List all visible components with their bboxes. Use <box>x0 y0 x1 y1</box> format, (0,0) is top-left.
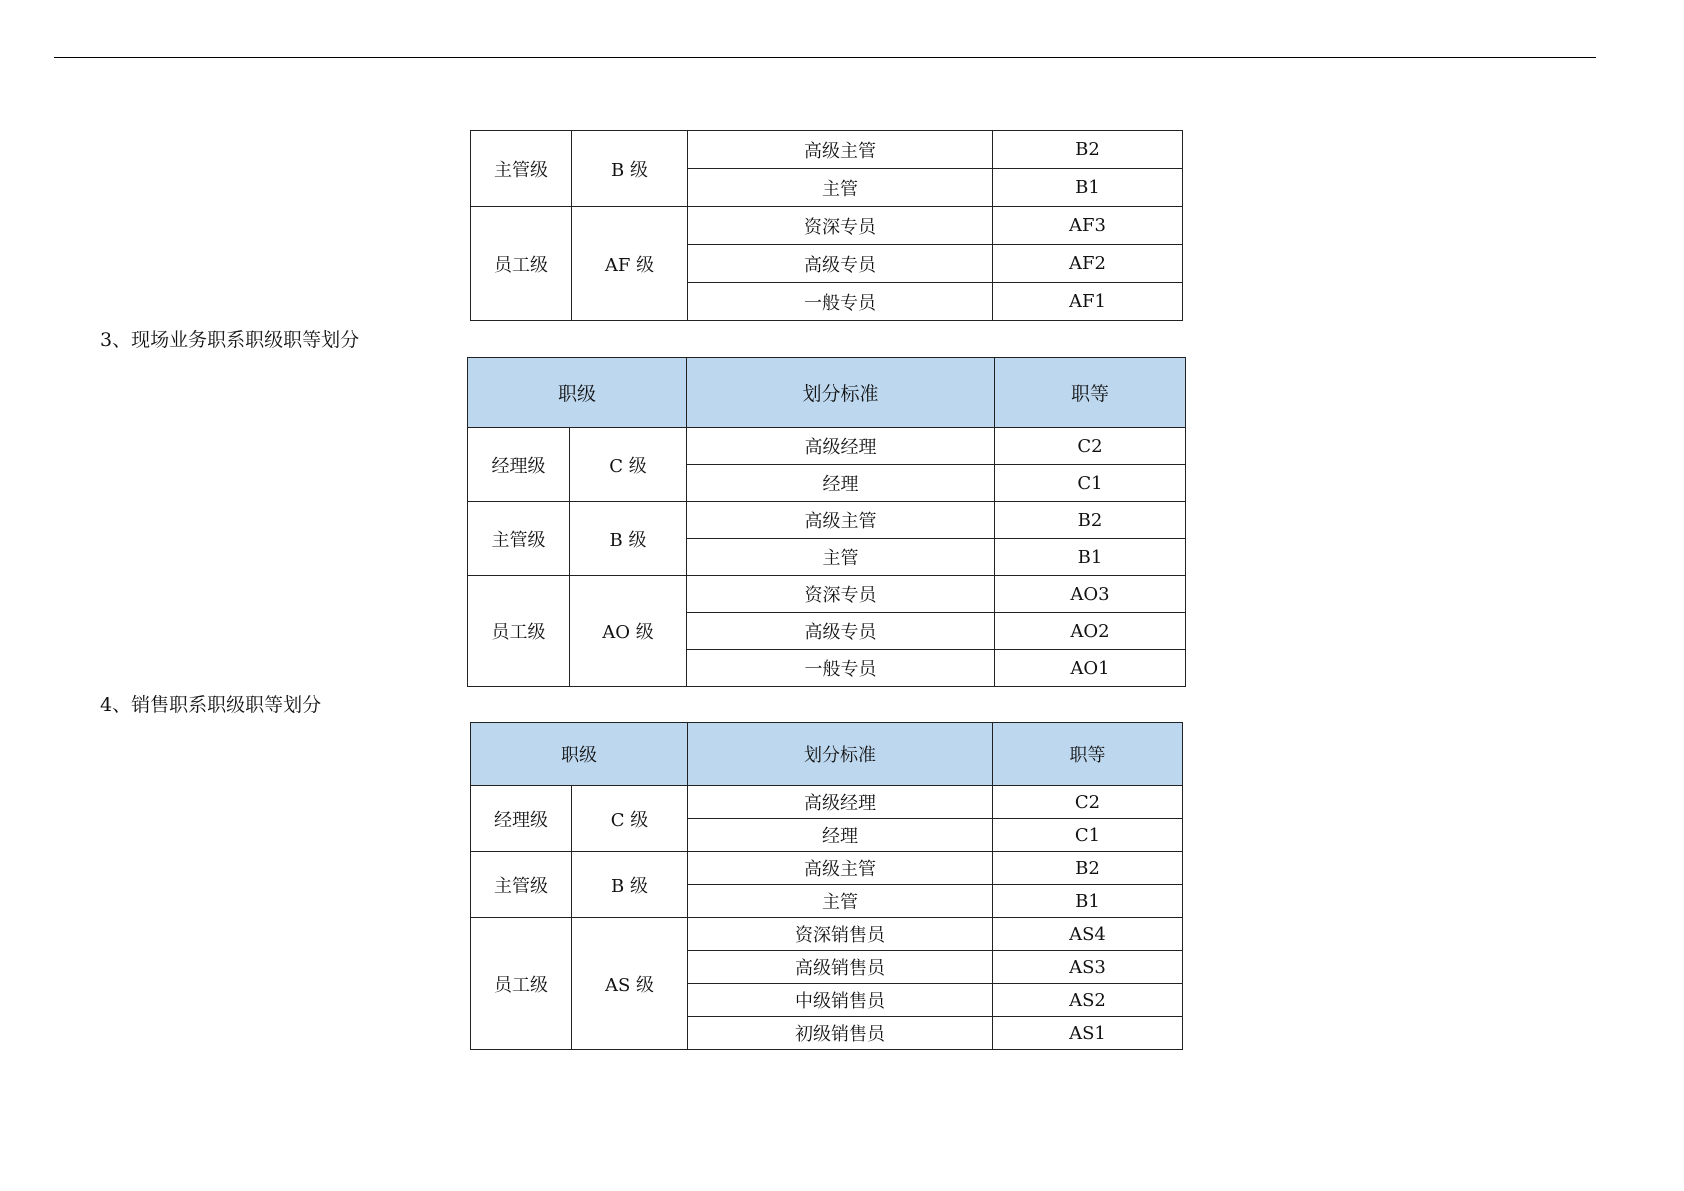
standard-cell: 主管 <box>688 169 993 207</box>
code-cell: C2 <box>993 786 1183 819</box>
table-row <box>471 207 1183 245</box>
code-cell: B2 <box>993 131 1183 169</box>
code-cell: B2 <box>993 852 1183 885</box>
table-row <box>471 852 1183 885</box>
grade-cell: C 级 <box>572 786 688 852</box>
grade-table-field-business <box>467 357 1186 687</box>
grade-table-sales <box>470 722 1183 1050</box>
standard-cell: 高级专员 <box>688 245 993 283</box>
code-cell: C2 <box>995 428 1186 465</box>
header-level: 职级 <box>471 723 688 786</box>
level-cell: 主管级 <box>471 852 572 918</box>
table-header-row <box>468 358 1186 428</box>
standard-cell: 资深专员 <box>688 207 993 245</box>
grade-cell: B 级 <box>572 852 688 918</box>
header-code: 职等 <box>993 723 1183 786</box>
grade-cell: C 级 <box>570 428 687 502</box>
level-cell: 经理级 <box>471 786 572 852</box>
header-standard: 划分标准 <box>687 358 995 428</box>
standard-cell: 主管 <box>687 539 995 576</box>
code-cell: B2 <box>995 502 1186 539</box>
section-heading: 3、现场业务职系职级职等划分 <box>100 329 360 351</box>
standard-cell: 主管 <box>688 885 993 918</box>
code-cell: AF1 <box>993 283 1183 321</box>
grade-table-continued <box>470 130 1183 321</box>
table-row <box>471 786 1183 819</box>
level-cell: 员工级 <box>471 207 572 321</box>
standard-cell: 初级销售员 <box>688 1017 993 1050</box>
table-row <box>468 502 1186 539</box>
level-cell: 主管级 <box>471 131 572 207</box>
table-header-row <box>471 723 1183 786</box>
grade-cell: AS 级 <box>572 918 688 1050</box>
standard-cell: 经理 <box>688 819 993 852</box>
level-cell: 经理级 <box>468 428 570 502</box>
standard-cell: 高级经理 <box>687 428 995 465</box>
standard-cell: 高级经理 <box>688 786 993 819</box>
standard-cell: 资深销售员 <box>688 918 993 951</box>
grade-cell: B 级 <box>570 502 687 576</box>
table-row <box>468 576 1186 613</box>
code-cell: AO3 <box>995 576 1186 613</box>
code-cell: AS2 <box>993 984 1183 1017</box>
header-standard: 划分标准 <box>688 723 993 786</box>
standard-cell: 一般专员 <box>688 283 993 321</box>
code-cell: AS3 <box>993 951 1183 984</box>
header-level: 职级 <box>468 358 687 428</box>
section-heading: 4、销售职系职级职等划分 <box>100 694 322 716</box>
code-cell: AS1 <box>993 1017 1183 1050</box>
code-cell: AO2 <box>995 613 1186 650</box>
grade-cell: AO 级 <box>570 576 687 687</box>
standard-cell: 高级主管 <box>688 852 993 885</box>
code-cell: C1 <box>995 465 1186 502</box>
standard-cell: 高级主管 <box>688 131 993 169</box>
level-cell: 员工级 <box>468 576 570 687</box>
code-cell: B1 <box>995 539 1186 576</box>
standard-cell: 高级销售员 <box>688 951 993 984</box>
code-cell: AF3 <box>993 207 1183 245</box>
standard-cell: 中级销售员 <box>688 984 993 1017</box>
grade-cell: B 级 <box>572 131 688 207</box>
code-cell: AS4 <box>993 918 1183 951</box>
table-row <box>468 428 1186 465</box>
header-code: 职等 <box>995 358 1186 428</box>
code-cell: AF2 <box>993 245 1183 283</box>
standard-cell: 高级主管 <box>687 502 995 539</box>
standard-cell: 一般专员 <box>687 650 995 687</box>
level-cell: 主管级 <box>468 502 570 576</box>
code-cell: B1 <box>993 169 1183 207</box>
standard-cell: 经理 <box>687 465 995 502</box>
standard-cell: 资深专员 <box>687 576 995 613</box>
table-row <box>471 918 1183 951</box>
standard-cell: 高级专员 <box>687 613 995 650</box>
code-cell: AO1 <box>995 650 1186 687</box>
grade-cell: AF 级 <box>572 207 688 321</box>
table-row <box>471 131 1183 169</box>
level-cell: 员工级 <box>471 918 572 1050</box>
page-header-rule <box>54 57 1596 58</box>
code-cell: B1 <box>993 885 1183 918</box>
code-cell: C1 <box>993 819 1183 852</box>
